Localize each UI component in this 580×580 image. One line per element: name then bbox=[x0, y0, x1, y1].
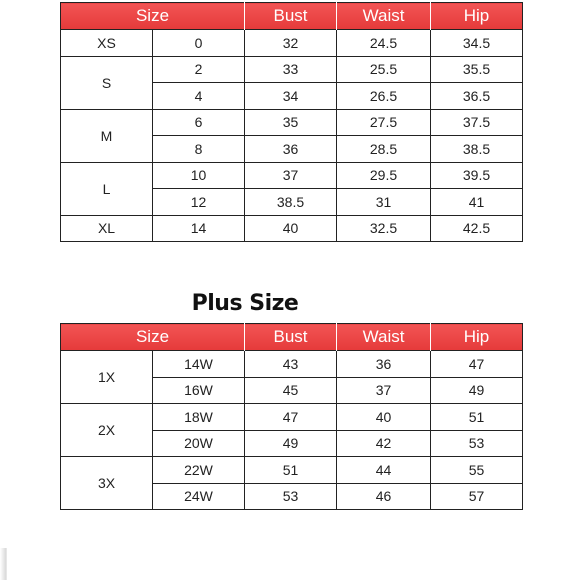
size-number-cell: 14 bbox=[153, 215, 245, 242]
bust-cell: 47 bbox=[245, 404, 337, 431]
table-row bbox=[61, 109, 523, 136]
hip-cell: 38.5 bbox=[431, 136, 523, 163]
bust-cell: 35 bbox=[245, 109, 337, 136]
size-number-cell: 4 bbox=[153, 83, 245, 110]
hip-cell: 35.5 bbox=[431, 56, 523, 83]
hip-cell: 55 bbox=[431, 457, 523, 484]
table-row bbox=[61, 30, 523, 57]
size-number-cell: 14W bbox=[153, 351, 245, 378]
header-hip: Hip bbox=[431, 324, 523, 351]
size-label-cell: M bbox=[61, 109, 153, 162]
waist-cell: 32.5 bbox=[337, 215, 431, 242]
side-edge-shadow bbox=[0, 548, 7, 580]
hip-cell: 42.5 bbox=[431, 215, 523, 242]
waist-cell: 37 bbox=[337, 377, 431, 404]
hip-cell: 57 bbox=[431, 483, 523, 510]
header-hip: Hip bbox=[431, 3, 523, 30]
size-number-cell: 6 bbox=[153, 109, 245, 136]
header-bust: Bust bbox=[245, 324, 337, 351]
bust-cell: 49 bbox=[245, 430, 337, 457]
header-bust: Bust bbox=[245, 3, 337, 30]
header-size: Size bbox=[61, 3, 245, 30]
bust-cell: 45 bbox=[245, 377, 337, 404]
hip-cell: 41 bbox=[431, 189, 523, 216]
hip-cell: 47 bbox=[431, 351, 523, 378]
plus-size-title: Plus Size bbox=[191, 291, 299, 316]
waist-cell: 44 bbox=[337, 457, 431, 484]
bust-cell: 40 bbox=[245, 215, 337, 242]
bust-cell: 38.5 bbox=[245, 189, 337, 216]
hip-cell: 49 bbox=[431, 377, 523, 404]
size-number-cell: 2 bbox=[153, 56, 245, 83]
bust-cell: 34 bbox=[245, 83, 337, 110]
header-waist: Waist bbox=[337, 3, 431, 30]
size-number-cell: 20W bbox=[153, 430, 245, 457]
waist-cell: 27.5 bbox=[337, 109, 431, 136]
waist-cell: 28.5 bbox=[337, 136, 431, 163]
size-number-cell: 18W bbox=[153, 404, 245, 431]
bust-cell: 32 bbox=[245, 30, 337, 57]
plus-size-chart bbox=[60, 323, 523, 510]
bust-cell: 36 bbox=[245, 136, 337, 163]
header-row bbox=[61, 3, 523, 30]
hip-cell: 51 bbox=[431, 404, 523, 431]
size-label-cell: 1X bbox=[61, 351, 153, 404]
table-row bbox=[61, 457, 523, 484]
size-label-cell: XS bbox=[61, 30, 153, 57]
table-row bbox=[61, 404, 523, 431]
hip-cell: 53 bbox=[431, 430, 523, 457]
size-number-cell: 0 bbox=[153, 30, 245, 57]
table-row bbox=[61, 162, 523, 189]
hip-cell: 34.5 bbox=[431, 30, 523, 57]
hip-cell: 36.5 bbox=[431, 83, 523, 110]
header-waist: Waist bbox=[337, 324, 431, 351]
hip-cell: 39.5 bbox=[431, 162, 523, 189]
size-label-cell: S bbox=[61, 56, 153, 109]
header-size: Size bbox=[61, 324, 245, 351]
waist-cell: 40 bbox=[337, 404, 431, 431]
bust-cell: 33 bbox=[245, 56, 337, 83]
size-number-cell: 12 bbox=[153, 189, 245, 216]
standard-size-chart bbox=[60, 2, 523, 242]
waist-cell: 31 bbox=[337, 189, 431, 216]
waist-cell: 26.5 bbox=[337, 83, 431, 110]
size-label-cell: XL bbox=[61, 215, 153, 242]
bust-cell: 43 bbox=[245, 351, 337, 378]
header-row bbox=[61, 324, 523, 351]
size-number-cell: 16W bbox=[153, 377, 245, 404]
size-label-cell: 2X bbox=[61, 404, 153, 457]
table-row bbox=[61, 56, 523, 83]
waist-cell: 29.5 bbox=[337, 162, 431, 189]
hip-cell: 37.5 bbox=[431, 109, 523, 136]
size-label-cell: L bbox=[61, 162, 153, 215]
size-number-cell: 8 bbox=[153, 136, 245, 163]
bust-cell: 37 bbox=[245, 162, 337, 189]
bust-cell: 51 bbox=[245, 457, 337, 484]
size-label-cell: 3X bbox=[61, 457, 153, 510]
size-number-cell: 22W bbox=[153, 457, 245, 484]
size-number-cell: 24W bbox=[153, 483, 245, 510]
waist-cell: 25.5 bbox=[337, 56, 431, 83]
waist-cell: 46 bbox=[337, 483, 431, 510]
waist-cell: 36 bbox=[337, 351, 431, 378]
table-row bbox=[61, 351, 523, 378]
size-number-cell: 10 bbox=[153, 162, 245, 189]
waist-cell: 42 bbox=[337, 430, 431, 457]
waist-cell: 24.5 bbox=[337, 30, 431, 57]
table-row bbox=[61, 215, 523, 242]
bust-cell: 53 bbox=[245, 483, 337, 510]
